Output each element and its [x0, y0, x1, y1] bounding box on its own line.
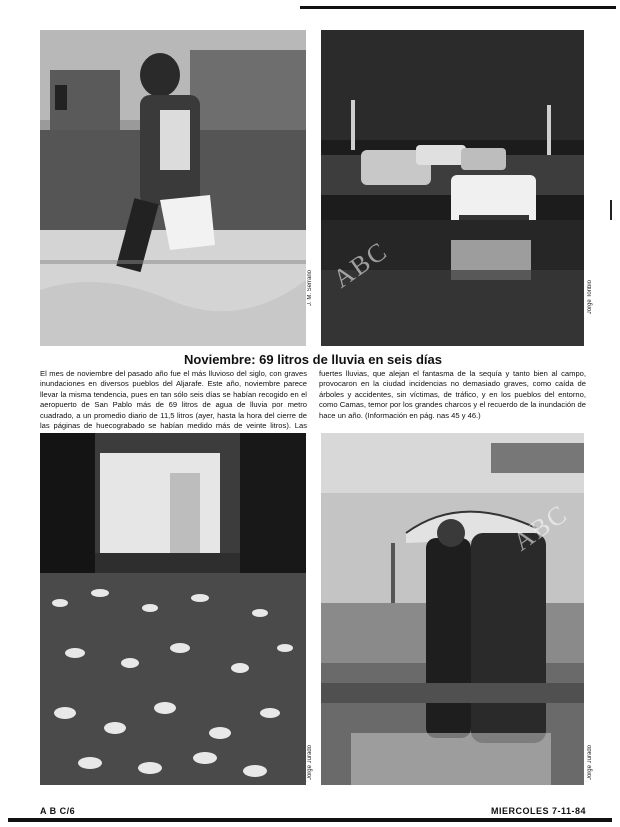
photo-credit: Jorge Jurado — [587, 745, 593, 781]
photo-couple-umbrella — [321, 433, 584, 785]
photo-credit: Jorge Jurado — [307, 745, 313, 781]
photo-flooded-street — [321, 30, 584, 346]
photo-birds-plaza — [40, 433, 306, 785]
article-text: El mes de noviembre del pasado año fue el más lluvioso del siglo, con graves inundaciones en diversos pueblos del Aljarafe. Este año, noviembre parece llevar la misma tendencia, pues en tan sólo seis días se habían recogido en el aeropuerto de San Pablo más de 69 litros de agua de lluvia por metro cuadrado, a un promedio diario de 11,5 litros (ayer, hasta la hora del cierre de las páginas de huecograbado se habían medido más de veinte litros). Las fuertes lluvias, que alejan el fantasma de la sequía y tanto bien al campo, provocaron en la ciudad incidencias no demasiado graves, como caída de árboles y accidentes, sin víctimas, de tráfico, y en los pueblos del entorno, como Camas, temor por los grandes charcos y el recuerdo de la inundación de hace un año. (Información en pág. nas 45 y 46.) — [40, 369, 586, 431]
watermark: ABC — [507, 498, 574, 557]
bottom-rule — [8, 818, 612, 822]
article-body — [40, 369, 586, 431]
top-rule — [300, 6, 616, 9]
side-rule — [610, 200, 612, 220]
page-date: MIERCOLES 7-11-84 — [490, 806, 586, 816]
photo-credit: J. M. Serrano — [307, 270, 313, 307]
watermark: ABC — [327, 235, 394, 294]
page-section-label: A B C/6 — [40, 806, 76, 816]
photo-credit: Jorge Toribio — [587, 280, 593, 315]
article-headline: Noviembre: 69 litros de lluvia en seis días — [184, 352, 442, 367]
photo-girl-in-rain — [40, 30, 306, 346]
